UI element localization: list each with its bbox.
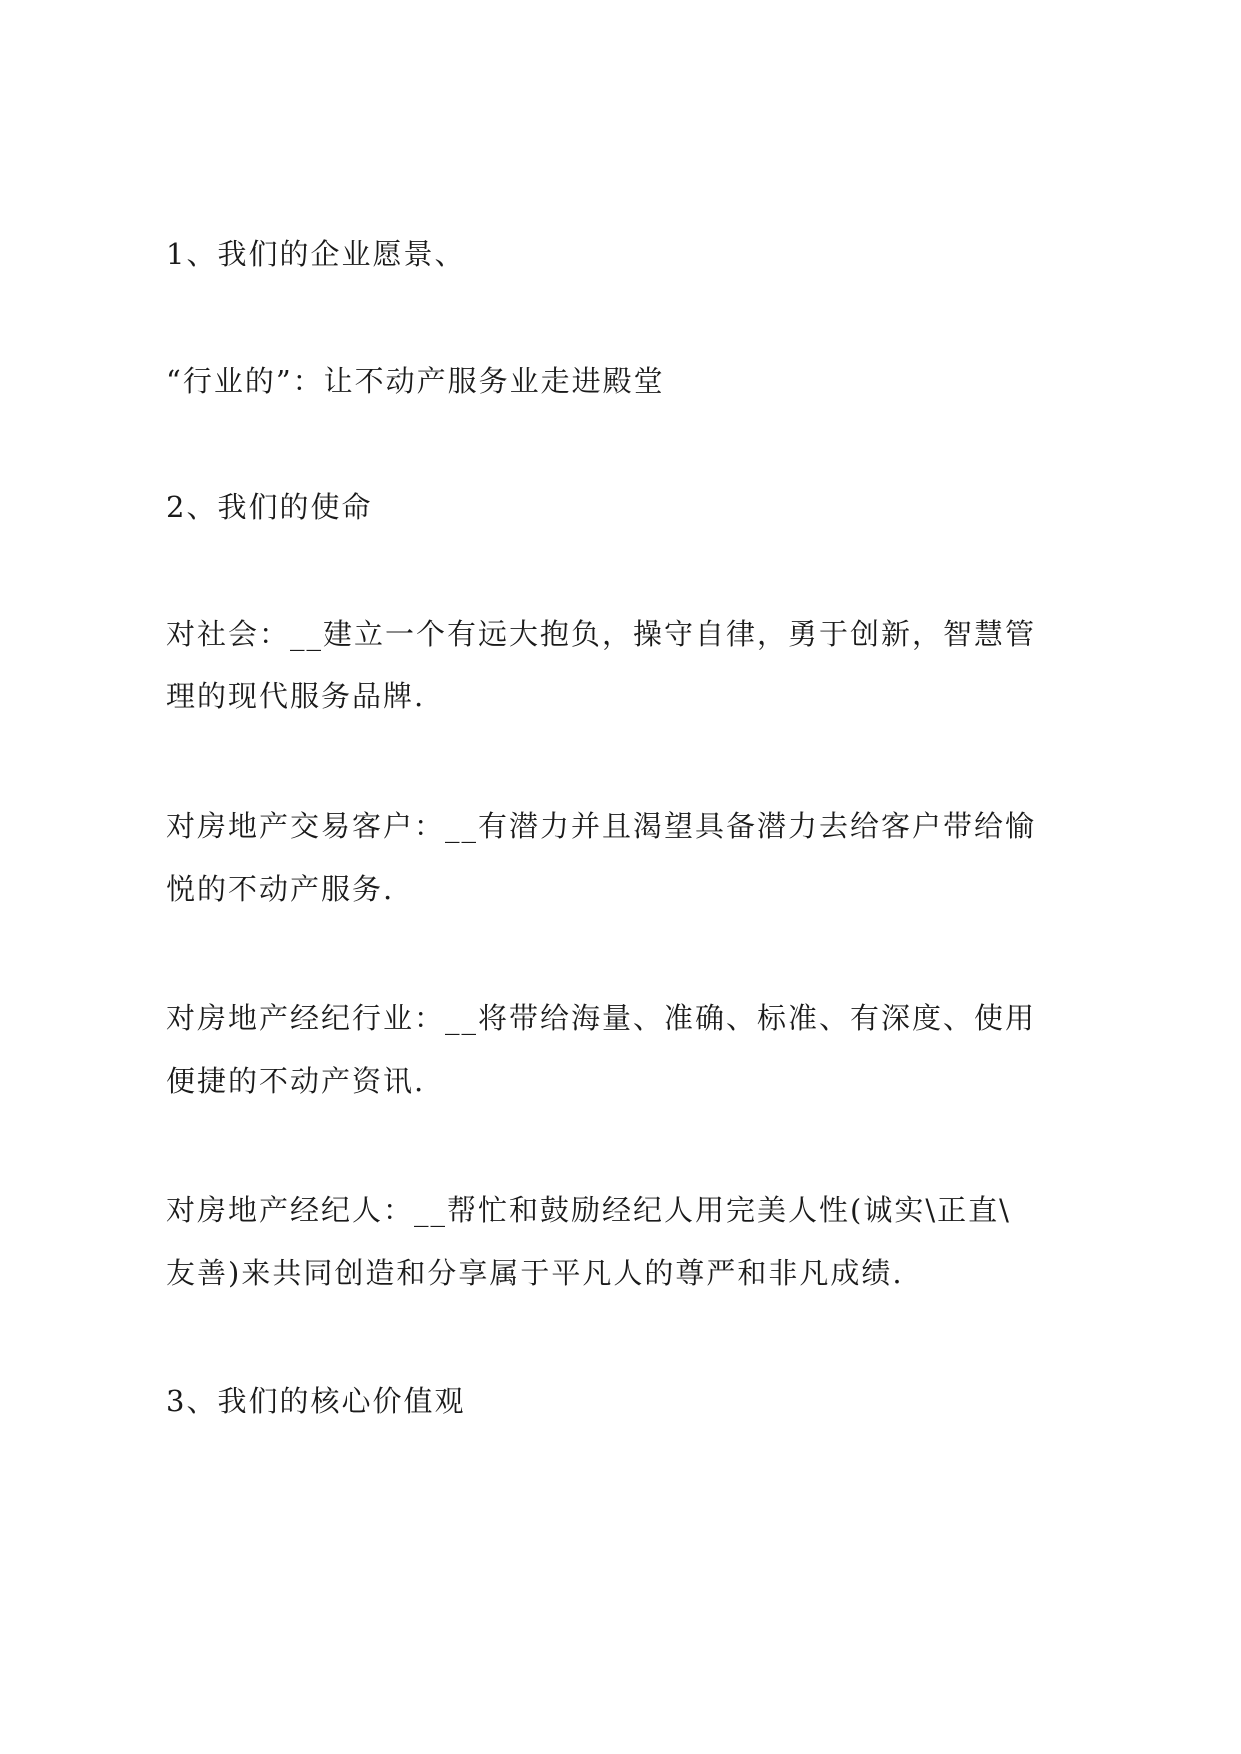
mission-society-line-2: 理的现代服务品牌. [166, 679, 426, 713]
section-heading-mission: 2、我们的使命 [166, 490, 373, 524]
mission-agents-line-1: 对房地产经纪人：__帮忙和鼓励经纪人用完美人性(诚实\正直\ [166, 1193, 1011, 1227]
mission-society-line-1: 对社会：__建立一个有远大抱负，操守自律，勇于创新，智慧管 [166, 617, 1037, 651]
section-heading-vision: 1、我们的企业愿景、 [166, 237, 466, 271]
mission-industry-line-2: 便捷的不动产资讯. [166, 1064, 426, 1098]
mission-clients-line-2: 悦的不动产服务. [166, 872, 395, 906]
mission-clients-line-1: 对房地产交易客户：__有潜力并且渴望具备潜力去给客户带给愉 [166, 809, 1037, 843]
mission-agents-line-2: 友善)来共同创造和分享属于平凡人的尊严和非凡成绩. [166, 1256, 904, 1290]
vision-statement: “行业的”：让不动产服务业走进殿堂 [166, 364, 665, 398]
mission-industry-line-1: 对房地产经纪行业：__将带给海量、准确、标准、有深度、使用 [166, 1001, 1037, 1035]
section-heading-values: 3、我们的核心价值观 [166, 1384, 466, 1418]
